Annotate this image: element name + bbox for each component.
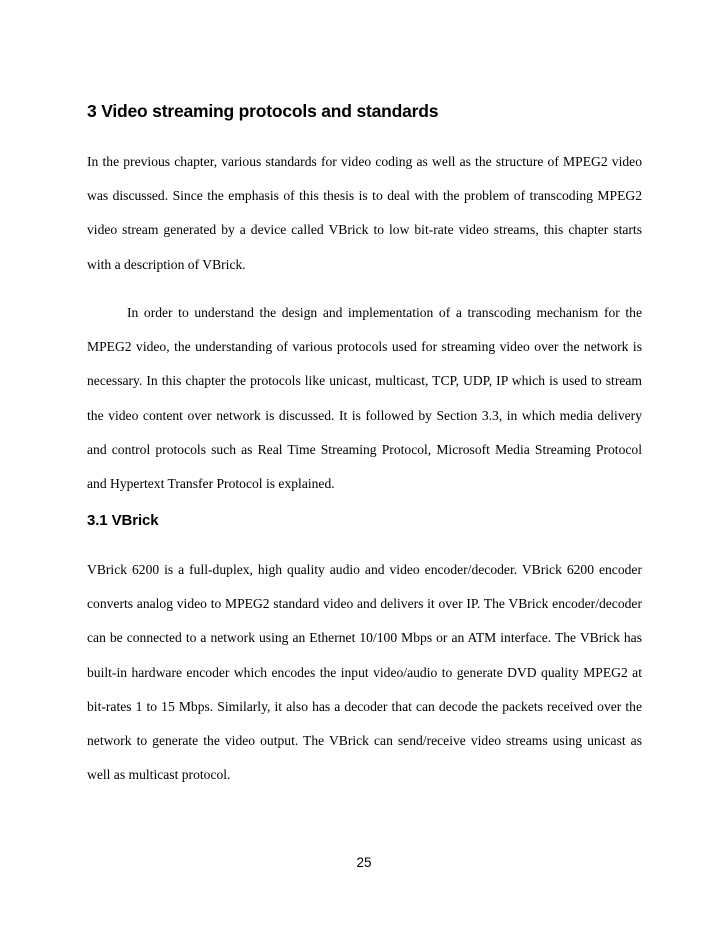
chapter-heading: 3 Video streaming protocols and standards (87, 101, 439, 121)
vbrick-paragraph: VBrick 6200 is a full-duplex, high quality audio and video encoder/decoder. VBrick 6200 encoder converts analog video to MPEG2 standard video and delivers it over IP. The VBrick encoder/decoder can be connected to a network using an Ethernet 10/100 Mbps or an ATM interface. The VBrick has built-in hardware encoder which encodes the input video/audio to generate DVD quality MPEG2 at bit-rates 1 to 15 Mbps. Similarly, it also has a decoder that can decode the packets received over the network to generate the video output. The VBrick can send/receive video streams using unicast as well as multicast protocol. (87, 562, 642, 783)
intro-paragraph: In the previous chapter, various standards for video coding as well as the structure of MPEG2 video was discussed. Since the emphasis of this thesis is to deal with the problem of transcoding MPEG2 video stream generated by a device called VBrick to low bit-rate video streams, this chapter starts with a description of VBrick. (87, 154, 642, 272)
section-heading-vbrick: 3.1 VBrick (87, 512, 159, 529)
protocols-paragraph: In order to understand the design and implementation of a transcoding mechanism for the MPEG2 video, the understanding of various protocols used for streaming video over the network is necessary. In this chapter the protocols like unicast, multicast, TCP, UDP, IP which is used to stream the video content over network is discussed. It is followed by Section 3.3, in which media delivery and control protocols such as Real Time Streaming Protocol, Microsoft Media Streaming Protocol and Hypertext Transfer Protocol is explained. (87, 305, 642, 492)
page-number: 25 (356, 855, 372, 870)
